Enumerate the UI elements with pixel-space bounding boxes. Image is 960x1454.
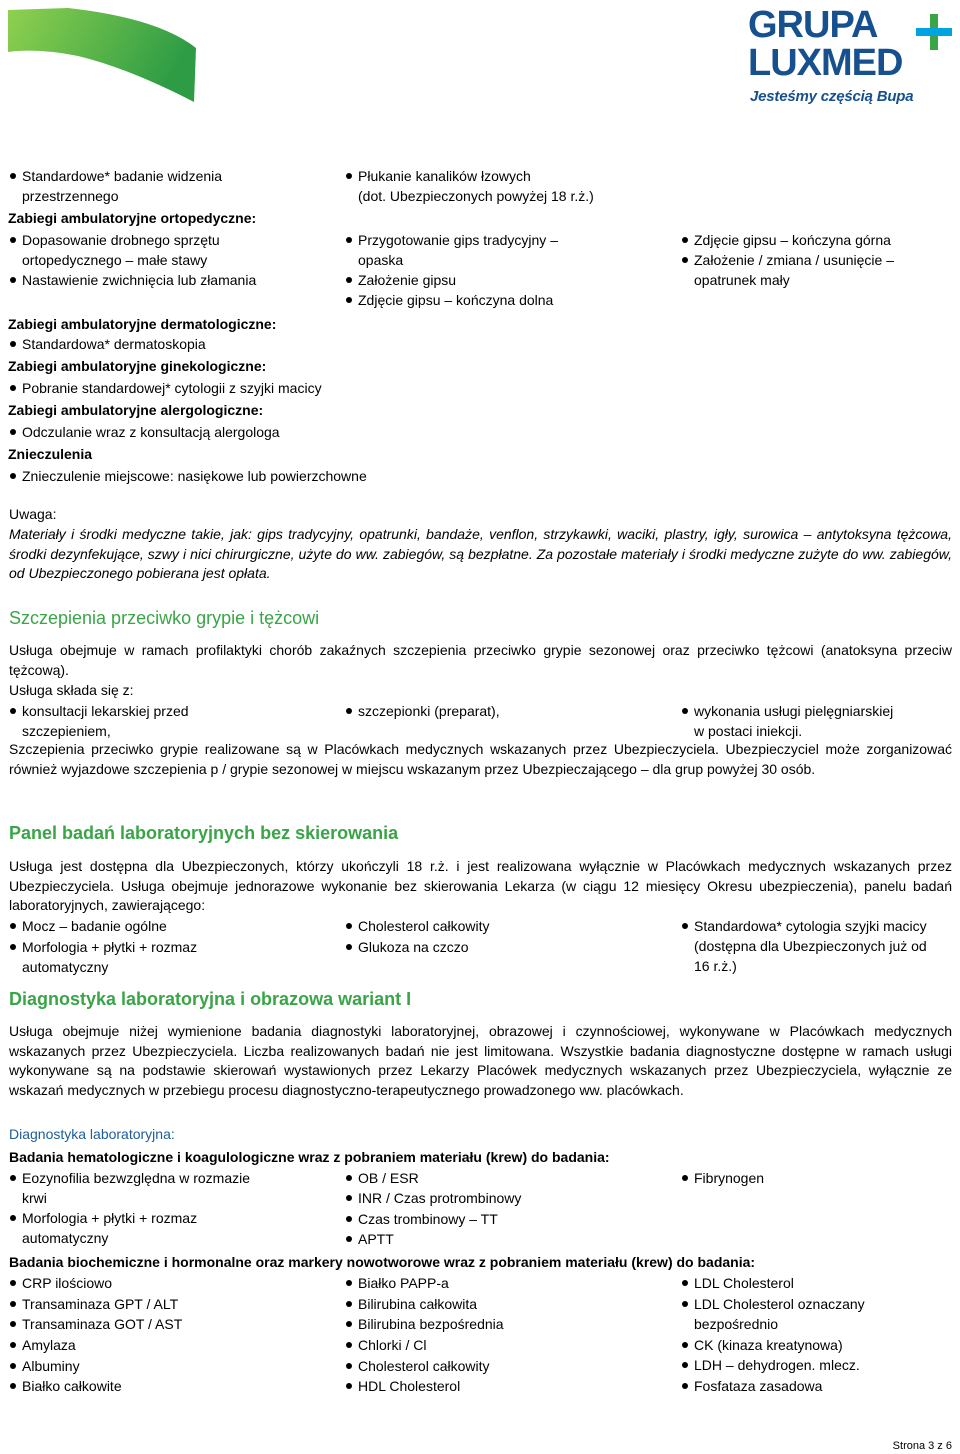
list-item-text: Chlorki / Cl <box>358 1337 427 1353</box>
list-item-text: HDL Cholesterol <box>358 1378 461 1394</box>
list-item-text: Zdjęcie gipsu – kończyna dolna <box>358 292 554 308</box>
list-item <box>344 1188 644 1208</box>
list-item-text: Pobranie standardowej* cytologii z szyjki macicy <box>22 380 322 396</box>
list-item-text: ortopedycznego – małe stawy <box>22 252 208 268</box>
list-item-text: 16 r.ż.) <box>694 958 737 974</box>
page-number: Strona 3 z 6 <box>892 1440 952 1452</box>
group-heading: Badania biochemiczne i hormonalne oraz markery nowotworowe wraz z pobraniem materiału (krew) do badania: <box>9 1254 756 1270</box>
list-item <box>8 1208 308 1248</box>
list-item <box>344 1273 644 1293</box>
list-item-text: LDL Cholesterol <box>694 1275 794 1291</box>
paragraph: Usługa obejmuje w ramach profilaktyki chorób zakaźnych szczepienia przeciwko grypie sezonowej oraz przeciwko tężcowi (anatoksyna przeciw tężcową). <box>9 642 952 678</box>
list-item-text: opaska <box>358 252 404 268</box>
list-item <box>8 166 308 206</box>
list-item <box>344 1314 644 1334</box>
section-title: Panel badań laboratoryjnych bez skierowania <box>9 823 399 843</box>
list-item-text: wykonania usługi pielęgniarskiej <box>694 703 894 719</box>
list-item-text: Glukoza na czczo <box>358 939 469 955</box>
section-heading: Zabiegi ambulatoryjne dermatologiczne: <box>8 316 277 332</box>
list-item-text: automatyczny <box>22 1230 109 1246</box>
list-item-text: Eozynofilia bezwzględna w rozmazie <box>22 1170 250 1186</box>
list-item <box>8 701 308 741</box>
list-item <box>344 1168 644 1188</box>
list-item <box>680 1355 950 1375</box>
paragraph: Usługa jest dostępna dla Ubezpieczonych, którzy ukończyli 18 r.ż. i jest realizowana wyłącznie w Placówkach medycznych wskazanych przez Ubezpieczyciela. Usługa obejmuje jednorazowe wykonanie bez skierowania Lekarza (w ciągu 12 miesięcy Okresu ubezpieczenia), panelu badań laboratoryjnych, zawierającego: <box>9 858 952 913</box>
brand-line-2: LUXMED <box>748 42 903 84</box>
list-item-text: Nastawienie zwichnięcia lub złamania <box>22 272 257 288</box>
section-heading: Zabiegi ambulatoryjne ginekologiczne: <box>8 358 267 374</box>
list-item <box>8 270 328 290</box>
list-item-text: Założenie gipsu <box>358 272 457 288</box>
list-item-text: CK (kinaza kreatynowa) <box>694 1337 843 1353</box>
list-item-text: Amylaza <box>22 1337 76 1353</box>
list-item <box>680 250 950 290</box>
list-item-text: Fosfataza zasadowa <box>694 1378 823 1394</box>
list-item-text: przestrzennego <box>22 188 119 204</box>
list-item-text: Założenie / zmiana / usunięcie – <box>694 252 894 268</box>
list-item <box>680 1273 950 1293</box>
list-item-text: Bilirubina całkowita <box>358 1296 478 1312</box>
list-item <box>8 1356 308 1376</box>
list-item <box>680 230 950 250</box>
list-item-text: szczepieniem, <box>22 723 111 739</box>
list-item <box>8 1376 308 1396</box>
list-item-text: Standardowa* dermatoskopia <box>22 336 206 352</box>
list-item-text: Cholesterol całkowity <box>358 1358 490 1374</box>
list-item <box>344 937 644 957</box>
list-item <box>344 230 644 270</box>
list-item <box>680 1168 950 1188</box>
list-item <box>344 1376 644 1396</box>
list-item <box>344 1335 644 1355</box>
list-item <box>8 378 368 398</box>
list-item-text: (dostępna dla Ubezpieczonych już od <box>694 938 927 954</box>
list-item <box>8 1294 308 1314</box>
list-item <box>8 1314 308 1334</box>
list-item-text: Morfologia + płytki + rozmaz <box>22 1210 198 1226</box>
list-item-text: Czas trombinowy – TT <box>358 1211 498 1227</box>
note-text: Materiały i środki medyczne takie, jak: gips tradycyjny, opatrunki, bandaże, venflon, strzykawki, waciki, plastry, igły, surowica – antytoksyna tężcowa, środki dezynfekujące, szwy i nici chirurgiczne, użyte do ww. zabiegów, są bezpłatne. Za pozostałe materiały i środki medyczne zużyte do ww. zabiegów, od Ubezpieczonego pobierana jest opłata. <box>9 526 952 581</box>
list-item <box>344 701 644 721</box>
section-heading: Zabiegi ambulatoryjne alergologiczne: <box>8 402 264 418</box>
list-item-text: Cholesterol całkowity <box>358 918 490 934</box>
list-item-text: Płukanie kanalików łzowych <box>358 168 531 184</box>
list-item <box>8 466 408 486</box>
section-title: Szczepienia przeciwko grypie i tężcowi <box>9 608 320 628</box>
list-item <box>344 1356 644 1376</box>
section-title: Diagnostyka laboratoryjna i obrazowa wariant I <box>9 989 412 1009</box>
list-item <box>344 1229 644 1249</box>
list-item-text: krwi <box>22 1190 47 1206</box>
list-item-text: konsultacji lekarskiej przed <box>22 703 189 719</box>
list-item-text: INR / Czas protrombinowy <box>358 1190 522 1206</box>
list-item <box>680 1294 950 1334</box>
list-item <box>344 290 644 310</box>
list-item-text: Białko PAPP-a <box>358 1275 449 1291</box>
list-item-text: Dopasowanie drobnego sprzętu <box>22 232 220 248</box>
list-item <box>8 230 308 270</box>
list-item-text: opatrunek mały <box>694 272 790 288</box>
list-item-text: Morfologia + płytki + rozmaz <box>22 939 198 955</box>
list-item-text: CRP ilościowo <box>22 1275 112 1291</box>
list-item <box>8 937 308 977</box>
leaf-logo-icon <box>8 8 198 104</box>
section-heading: Znieczulenia <box>8 446 93 462</box>
list-item <box>8 1273 308 1293</box>
list-item-text: w postaci iniekcji. <box>694 723 803 739</box>
luxmed-logo <box>748 4 954 104</box>
list-item-text: (dot. Ubezpieczonych powyżej 18 r.ż.) <box>358 188 594 204</box>
list-item-text: Przygotowanie gips tradycyjny – <box>358 232 558 248</box>
list-item-text: Znieczulenie miejscowe: nasiękowe lub powierzchowne <box>22 468 367 484</box>
list-item-text: Transaminaza GOT / AST <box>22 1316 183 1332</box>
list-item <box>680 1335 950 1355</box>
list-item-text: Transaminaza GPT / ALT <box>22 1296 179 1312</box>
list-item-text: Mocz – badanie ogólne <box>22 918 167 934</box>
list-item-text: LDL Cholesterol oznaczany <box>694 1296 865 1312</box>
list-item <box>344 916 644 936</box>
list-item-text: Bilirubina bezpośrednia <box>358 1316 504 1332</box>
list-item <box>680 916 955 976</box>
list-item <box>344 1209 644 1229</box>
list-item <box>8 1168 308 1208</box>
list-item-text: LDH – dehydrogen. mlecz. <box>694 1357 860 1373</box>
bupa-cross-icon <box>914 12 954 52</box>
list-item-text: Standardowe* badanie widzenia <box>22 168 223 184</box>
list-item <box>680 701 950 741</box>
list-item-text: Odczulanie wraz z konsultacją alergologa <box>22 424 280 440</box>
list-item <box>8 334 328 354</box>
brand-line-1: GRUPA <box>748 4 878 46</box>
subsection-title: Diagnostyka laboratoryjna: <box>9 1126 175 1142</box>
list-item <box>344 270 644 290</box>
section-heading: Zabiegi ambulatoryjne ortopedyczne: <box>8 210 257 226</box>
list-item-text: Białko całkowite <box>22 1378 122 1394</box>
paragraph: Usługa składa się z: <box>9 682 134 698</box>
list-item <box>8 916 308 936</box>
list-item-text: Zdjęcie gipsu – kończyna górna <box>694 232 891 248</box>
list-item-text: APTT <box>358 1231 394 1247</box>
list-item-text: Albuminy <box>22 1358 80 1374</box>
paragraph: Szczepienia przeciwko grypie realizowane są w Placówkach medycznych wskazanych przez Ubezpieczyciela. Ubezpieczyciel może zorganizować również wyjazdowe szczepienia p / grypie sezonowej w miejscu wskazanym przez Ubezpieczającego – dla grup powyżej 30 osób. <box>9 741 952 777</box>
list-item-text: bezpośrednio <box>694 1316 779 1332</box>
brand-tagline: Jesteśmy częścią Bupa <box>750 88 914 105</box>
list-item-text: Standardowa* cytologia szyjki macicy <box>694 918 927 934</box>
list-item-text: Fibrynogen <box>694 1170 765 1186</box>
list-item <box>8 422 348 442</box>
note-label: Uwaga: <box>9 506 57 522</box>
list-item-text: szczepionki (preparat), <box>358 703 500 719</box>
list-item <box>680 1376 950 1396</box>
list-item-text: automatyczny <box>22 959 109 975</box>
list-item <box>344 166 644 206</box>
group-heading: Badania hematologiczne i koagulologiczne wraz z pobraniem materiału (krew) do badania: <box>9 1149 610 1165</box>
paragraph: Usługa obejmuje niżej wymienione badania diagnostyki laboratoryjnej, obrazowej i czynnościowej, wykonywane w Placówkach medycznych wskazanych przez Ubezpieczyciela. Liczba realizowanych badań nie jest limitowana. Wszystkie badania diagnostyczne dostępne w ramach usługi wykonywane są na podstawie skierowań wystawionych przez Lekarzy Placówek medycznych wskazanych przez Ubezpieczyciela, wyłącznie ze wskazań medycznych w przebiegu procesu diagnostyczno-terapeutycznego prowadzonego ww. placówkach. <box>9 1023 952 1098</box>
list-item-text: OB / ESR <box>358 1170 419 1186</box>
list-item <box>8 1335 308 1355</box>
list-item <box>344 1294 644 1314</box>
